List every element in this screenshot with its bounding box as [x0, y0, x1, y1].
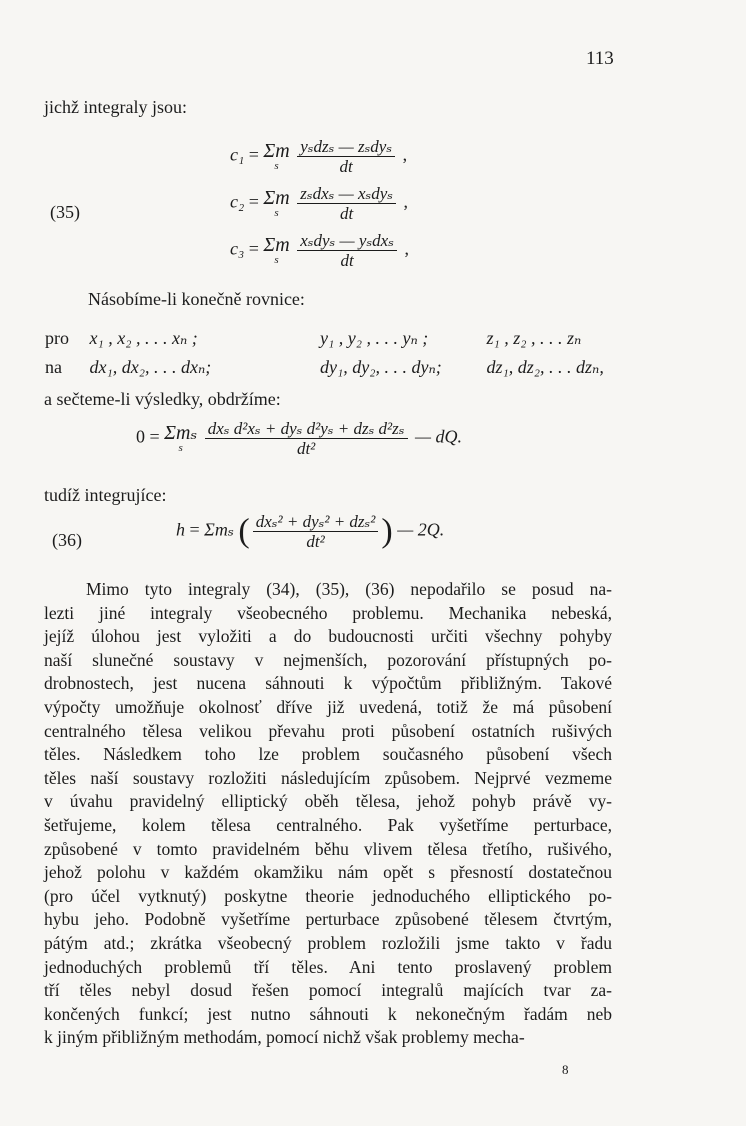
eq36-denominator: dt² — [253, 531, 379, 550]
na-z: dz₁, dz₂, . . . dzₙ, — [486, 357, 604, 377]
integrate-line: tudíž integrujíce: — [44, 485, 167, 505]
paragraph-line: způsobené v tomto pravidelném běhu vlivem tělesa třetího, rušivého, — [44, 838, 612, 859]
paragraph-line: těles naší soustavy rozložiti následujícím způsobem. Nejprvé vezmeme — [44, 767, 612, 788]
body-paragraph — [44, 578, 612, 1050]
paragraph-line: drobnostech, jest nucena sáhnouti k výpočtům přibližným. Takové — [44, 673, 612, 694]
equation-zero: 0 = Σmₛ s $\frac{\text{dxₛ d²xₛ + dyₛ d²yₛ + dzₛ d²zₛ}}{\text{dt²}}$ — dQ. — [136, 419, 463, 458]
c2-sum-sub: s — [274, 207, 279, 219]
paragraph-line: (pro účel vytknutý) poskytne theorie jednoduchého elliptického po- — [44, 885, 612, 906]
paragraph-line: končených funkcí; jest nutno sáhnouti k nekonečným řadám neb — [44, 1003, 612, 1024]
c1-sum-sub: s — [274, 160, 279, 172]
eq36-label: (36) — [52, 530, 82, 550]
na-row — [45, 357, 604, 378]
c2-denominator: dt — [297, 203, 396, 222]
c1-denominator: dt — [297, 156, 395, 175]
eq36-tail: — 2Q. — [397, 519, 445, 540]
c1-tail: , — [402, 144, 408, 165]
page-number: 113 — [586, 48, 614, 69]
equation-36: h = Σmₛ ( $\frac{\text{dxₛ² + dyₛ² + dzₛ²}}{\text{dt²}}$ ) — 2Q. — [176, 512, 445, 551]
c3-numerator: xₛdyₛ — yₛdxₛ — [300, 231, 394, 250]
paragraph-line: lezti jiné integraly všeobecného problemu. Mechanika nebeská, — [44, 602, 612, 623]
c2-sum: Σm — [263, 187, 290, 209]
eq36-sum: Σmₛ — [204, 519, 234, 540]
paragraph-line: šetřujeme, kolem tělesa centralného. Pak vyšetříme perturbace, — [44, 814, 612, 835]
paragraph-line: tří těles nebyl dosud řešen pomocí integralů majících tvar za- — [44, 980, 612, 1001]
eq35-label: (35) — [50, 202, 80, 222]
paragraph-line: hybu jeho. Podobně vyšetříme perturbace způsobené tělesem čtvrtým, — [44, 909, 612, 930]
pro-row — [45, 328, 581, 349]
c1-lhs: c₁ — [230, 144, 245, 165]
zero-sum: Σmₛ — [164, 422, 198, 444]
multiply-line: Násobíme-li konečně rovnice: — [88, 289, 305, 309]
zero-lhs: 0 — [136, 426, 145, 447]
sum-line: a sečteme-li výsledky, obdržíme: — [44, 389, 281, 409]
equation-c1: c₁ = Σm s $\frac{\text{yₛdzₛ — zₛdyₛ}}{dt}$ , — [230, 137, 408, 176]
zero-tail: — dQ. — [415, 426, 463, 447]
c1-numerator: yₛdzₛ — zₛdyₛ — [300, 137, 393, 156]
paragraph-line: Mimo tyto integraly (34), (35), (36) nepodařilo se posud na- — [86, 579, 612, 599]
pro-z: z₁ , z₂ , . . . zₙ — [486, 328, 582, 348]
equation-c3: c₃ = Σm s $\frac{\text{xₛdyₛ — yₛdxₛ}}{dt}$ , — [230, 231, 409, 270]
paragraph-line: k jiným přibližným methodám, pomocí nichž však problemy mecha- — [44, 1027, 525, 1048]
na-x: dx₁, dx₂, . . . dxₙ; — [89, 357, 212, 377]
c1-sum: Σm — [263, 140, 290, 162]
zero-sum-sub: s — [178, 442, 183, 454]
paragraph-line: jednoduchých problemů tří těles. Ani tento proslavený problem — [44, 956, 612, 977]
eq36-numerator: dxₛ² + dyₛ² + dzₛ² — [255, 512, 376, 531]
paragraph-line: centralného tělesa velikou převahu proti působení ostatních rušivých — [44, 720, 612, 741]
zero-numerator: dxₛ d²xₛ + dyₛ d²yₛ + dzₛ d²zₛ — [207, 419, 405, 438]
intro-line: jichž integraly jsou: — [44, 97, 187, 117]
signature-mark: 8 — [562, 1062, 569, 1077]
paragraph-line: pátým atd.; zkrátka všeobecný problem rozložili jsme takto v řadu — [44, 932, 612, 953]
c2-lhs: c₂ — [230, 191, 245, 212]
c2-tail: , — [403, 191, 409, 212]
paragraph-line: těles. Následkem toho lze problem současného působení všech — [44, 744, 612, 765]
paragraph-line: jehož polohu v každém okamžiku nám opět s přesností dostatečnou — [44, 862, 612, 883]
pro-label: pro — [45, 328, 69, 348]
c3-sum: Σm — [263, 234, 290, 256]
c3-tail: , — [404, 238, 409, 259]
c3-lhs: c₃ — [230, 238, 245, 259]
na-label: na — [45, 357, 62, 377]
pro-y: y₁ , y₂ , . . . yₙ ; — [320, 328, 429, 348]
c2-numerator: zₛdxₛ — xₛdyₛ — [300, 184, 394, 203]
equation-c2: c₂ = Σm s $\frac{\text{zₛdxₛ — xₛdyₛ}}{dt}$ , — [230, 184, 409, 223]
paragraph-line: naší slunečné soustavy v nejmenších, pozorování přístupných po- — [44, 649, 612, 670]
paragraph-line: v úvahu pravidelný elliptický oběh tělesa, jehož pohyb právě vy- — [44, 791, 612, 812]
paragraph-line: jejíž úlohou jest vyložiti a do budoucnosti určiti všechny pohyby — [44, 626, 612, 647]
c3-sum-sub: s — [274, 254, 279, 266]
zero-denominator: dt² — [205, 438, 408, 457]
na-y: dy₁, dy₂, . . . dyₙ; — [320, 357, 442, 377]
c3-denominator: dt — [297, 250, 397, 269]
eq36-lhs: h — [176, 519, 185, 540]
pro-x: x₁ , x₂ , . . . xₙ ; — [89, 328, 198, 348]
paragraph-line: výpočty umožňuje okolnosť dříve již uvedená, totiž že má působení — [44, 696, 612, 717]
